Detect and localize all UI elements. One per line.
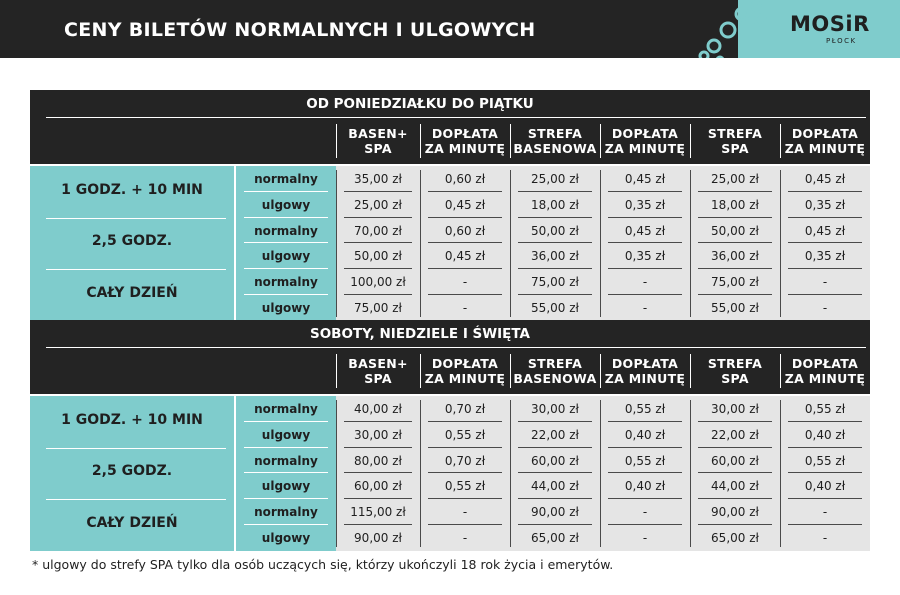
row-line [244, 498, 328, 499]
price-cell: - [462, 275, 468, 290]
row-line [788, 498, 862, 499]
column-header [510, 126, 600, 156]
price-cell: 55,00 zł [711, 301, 759, 315]
row-line [608, 472, 682, 473]
price-cell: 25,00 zł [354, 197, 402, 212]
row-line [518, 191, 592, 192]
column-line [690, 170, 691, 317]
column-header-line: DOPŁATA [791, 356, 859, 371]
price-cell: 0,45 zł [804, 223, 846, 238]
price-cell: - [822, 531, 828, 545]
duration-label: 2,5 GODZ. [91, 233, 173, 250]
row-line [244, 191, 328, 192]
price-cell: 36,00 zł [531, 249, 579, 264]
row-line [244, 217, 328, 218]
price-cell: 115,00 zł [350, 505, 406, 520]
price-cell: 44,00 zł [531, 479, 579, 494]
column-header-line: ZA MINUTĘ [424, 141, 506, 156]
ticket-type: normalny [254, 172, 318, 186]
price-cell: 55,00 zł [531, 301, 579, 315]
price-cell: - [462, 505, 468, 520]
row-line [698, 217, 772, 218]
column-header [690, 126, 780, 156]
column-header-line: BASENOWA [513, 371, 597, 386]
row-line [244, 472, 328, 473]
row-line [428, 472, 502, 473]
column-header-line: SPA [721, 371, 749, 386]
price-cell: 0,45 zł [624, 223, 666, 238]
ticket-type: ulgowy [261, 249, 311, 264]
row-line [344, 191, 412, 192]
row-line [244, 524, 328, 525]
price-cell: 75,00 zł [531, 275, 579, 290]
row-line [428, 268, 502, 269]
price-cell: 70,00 zł [354, 223, 402, 238]
column-line [600, 170, 601, 317]
row-line [428, 421, 502, 422]
row-line [788, 421, 862, 422]
row-line [428, 524, 502, 525]
column-header-line: DOPŁATA [611, 356, 679, 371]
price-cell: 75,00 zł [711, 275, 759, 290]
row-line [698, 421, 772, 422]
section-divider [46, 347, 866, 348]
row-line [788, 217, 862, 218]
price-cell: - [822, 505, 828, 520]
row-line [244, 242, 328, 243]
row-line [608, 498, 682, 499]
row-line [518, 217, 592, 218]
row-line [608, 524, 682, 525]
row-line [344, 217, 412, 218]
price-cell: 22,00 zł [711, 427, 759, 442]
row-line [428, 242, 502, 243]
column-header [780, 126, 870, 156]
price-cell: 35,00 zł [354, 172, 402, 186]
row-line [344, 498, 412, 499]
ticket-type-panel [236, 396, 336, 551]
price-cell: 50,00 zł [354, 249, 402, 264]
row-line [518, 498, 592, 499]
column-header-line: DOPŁATA [431, 126, 499, 141]
duration-label: CAŁY DZIEŃ [86, 515, 178, 531]
row-line [608, 421, 682, 422]
duration-label: CAŁY DZIEŃ [86, 285, 178, 301]
price-cell: - [462, 301, 468, 315]
ticket-type: normalny [254, 505, 318, 520]
price-cell: 36,00 zł [711, 249, 759, 264]
price-cell: 0,35 zł [804, 249, 846, 264]
price-cell: - [822, 301, 828, 315]
column-header-line: SPA [364, 141, 392, 156]
row-line [518, 447, 592, 448]
ticket-type: ulgowy [261, 427, 311, 442]
price-cell: - [642, 301, 648, 315]
duration-separator [46, 269, 226, 270]
row-line [244, 268, 328, 269]
price-cell: - [642, 531, 648, 545]
price-cell: 18,00 zł [531, 197, 579, 212]
footnote: * ulgowy do strefy SPA tylko dla osób uczących się, którzy ukończyli 18 rok życia i emerytów. [32, 557, 614, 572]
price-cell: - [642, 275, 648, 290]
row-line [788, 472, 862, 473]
row-line [608, 268, 682, 269]
row-line [698, 498, 772, 499]
panel-separator [234, 396, 235, 551]
column-header-line: ZA MINUTĘ [424, 371, 506, 386]
section-title: OD PONIEDZIAŁKU DO PIĄTKU [306, 96, 534, 112]
column-line [510, 400, 511, 547]
row-line [698, 524, 772, 525]
duration-label: 1 GODZ. + 10 MIN [61, 181, 203, 198]
price-cell: 0,40 zł [804, 427, 846, 442]
column-header-line: BASEN+ [348, 126, 408, 141]
price-cell: 0,55 zł [444, 479, 486, 494]
row-line [344, 268, 412, 269]
row-line [698, 191, 772, 192]
price-cell: 65,00 zł [531, 531, 579, 545]
price-cell: - [642, 505, 648, 520]
price-cell: 30,00 zł [531, 402, 579, 416]
price-cell: 100,00 zł [350, 275, 406, 290]
ticket-type-panel [236, 166, 336, 321]
price-cell: 30,00 zł [711, 402, 759, 416]
row-line [788, 524, 862, 525]
price-cell: 50,00 zł [531, 223, 579, 238]
price-cell: 0,70 zł [444, 402, 486, 416]
row-line [698, 294, 772, 295]
ticket-type: normalny [254, 275, 318, 290]
row-line [344, 472, 412, 473]
column-header-line: ZA MINUTĘ [784, 371, 866, 386]
column-header [780, 356, 870, 386]
row-line [788, 268, 862, 269]
price-cell: 0,35 zł [624, 249, 666, 264]
duration-separator [46, 499, 226, 500]
row-line [428, 447, 502, 448]
row-line [344, 242, 412, 243]
column-header-line: BASENOWA [513, 141, 597, 156]
price-cell: 60,00 zł [354, 479, 402, 494]
row-line [788, 191, 862, 192]
price-cell: 0,60 zł [444, 223, 486, 238]
column-header-line: DOPŁATA [611, 126, 679, 141]
column-header [420, 356, 510, 386]
column-header [510, 356, 600, 386]
row-line [428, 294, 502, 295]
column-header-line: BASEN+ [348, 356, 408, 371]
price-cell: 0,40 zł [624, 479, 666, 494]
price-cell: 90,00 zł [531, 505, 579, 520]
row-line [244, 294, 328, 295]
column-header-line: DOPŁATA [431, 356, 499, 371]
price-cell: 0,70 zł [444, 453, 486, 468]
ticket-type: ulgowy [261, 197, 311, 212]
row-line [244, 447, 328, 448]
price-cell: 0,55 zł [624, 402, 666, 416]
row-line [518, 472, 592, 473]
price-cell: 0,45 zł [804, 172, 846, 186]
row-line [344, 294, 412, 295]
price-cell: 90,00 zł [354, 531, 402, 545]
page-header [0, 0, 900, 58]
ticket-type: ulgowy [261, 531, 311, 545]
row-line [608, 242, 682, 243]
ticket-type: ulgowy [261, 479, 311, 494]
row-line [788, 294, 862, 295]
row-line [344, 524, 412, 525]
column-line [600, 400, 601, 547]
price-cell: 0,45 zł [444, 197, 486, 212]
price-cell: 75,00 zł [354, 301, 402, 315]
page-title: CENY BILETÓW NORMALNYCH I ULGOWYCH [64, 19, 536, 41]
column-header-line: STREFA [707, 126, 763, 141]
column-line [780, 170, 781, 317]
column-header-line: STREFA [707, 356, 763, 371]
section-divider [46, 117, 866, 118]
price-cell: - [462, 531, 468, 545]
column-line [420, 170, 421, 317]
column-header-line: ZA MINUTĘ [604, 141, 686, 156]
price-cell: 90,00 zł [711, 505, 759, 520]
column-line [510, 170, 511, 317]
price-cell: 44,00 zł [711, 479, 759, 494]
duration-label: 2,5 GODZ. [91, 463, 173, 480]
row-line [344, 421, 412, 422]
logo-city: PŁOCK [826, 37, 857, 45]
row-line [788, 242, 862, 243]
ticket-type: ulgowy [261, 301, 311, 315]
row-line [608, 447, 682, 448]
row-line [698, 472, 772, 473]
ticket-type: normalny [254, 402, 318, 416]
row-line [344, 447, 412, 448]
duration-separator [46, 218, 226, 219]
bubbles-icon [690, 0, 780, 58]
panel-separator [234, 166, 235, 321]
row-line [518, 421, 592, 422]
column-header [600, 356, 690, 386]
ticket-type: normalny [254, 223, 318, 238]
column-header [336, 126, 420, 156]
column-header-line: STREFA [527, 356, 583, 371]
column-header-line: ZA MINUTĘ [604, 371, 686, 386]
price-panel [336, 166, 870, 321]
column-header-line: ZA MINUTĘ [784, 141, 866, 156]
row-line [698, 447, 772, 448]
column-header-line: DOPŁATA [791, 126, 859, 141]
price-cell: 0,45 zł [444, 249, 486, 264]
column-header [690, 356, 780, 386]
price-cell: 0,35 zł [804, 197, 846, 212]
row-line [608, 217, 682, 218]
column-line [336, 400, 337, 547]
price-cell: 0,55 zł [624, 453, 666, 468]
column-header [420, 126, 510, 156]
duration-label: 1 GODZ. + 10 MIN [61, 411, 203, 428]
price-cell: 50,00 zł [711, 223, 759, 238]
column-header-line: SPA [721, 141, 749, 156]
mosir-logo: MOSiR [790, 12, 870, 36]
price-cell: 0,35 zł [624, 197, 666, 212]
row-line [428, 191, 502, 192]
row-line [428, 498, 502, 499]
row-line [518, 268, 592, 269]
row-line [244, 421, 328, 422]
duration-separator [46, 448, 226, 449]
column-line [420, 400, 421, 547]
row-line [518, 524, 592, 525]
price-cell: 30,00 zł [354, 427, 402, 442]
column-line [780, 400, 781, 547]
column-header-line: SPA [364, 371, 392, 386]
price-cell: 22,00 zł [531, 427, 579, 442]
row-line [608, 191, 682, 192]
column-header [336, 356, 420, 386]
row-line [608, 294, 682, 295]
row-line [698, 242, 772, 243]
price-cell: 25,00 zł [531, 172, 579, 186]
price-cell: 0,55 zł [444, 427, 486, 442]
price-cell: 40,00 zł [354, 402, 402, 416]
column-line [690, 400, 691, 547]
row-line [698, 268, 772, 269]
price-cell: 60,00 zł [711, 453, 759, 468]
price-cell: 65,00 zł [711, 531, 759, 545]
price-cell: 18,00 zł [711, 197, 759, 212]
price-panel [336, 396, 870, 551]
price-cell: 60,00 zł [531, 453, 579, 468]
price-cell: 80,00 zł [354, 453, 402, 468]
row-line [518, 294, 592, 295]
price-cell: 0,45 zł [624, 172, 666, 186]
row-line [518, 242, 592, 243]
price-cell: 0,40 zł [624, 427, 666, 442]
ticket-type: normalny [254, 453, 318, 468]
row-line [788, 447, 862, 448]
price-cell: - [822, 275, 828, 290]
price-cell: 0,55 zł [804, 402, 846, 416]
price-cell: 25,00 zł [711, 172, 759, 186]
column-header-line: STREFA [527, 126, 583, 141]
price-cell: 0,40 zł [804, 479, 846, 494]
column-line [336, 170, 337, 317]
column-header [600, 126, 690, 156]
row-line [428, 217, 502, 218]
price-cell: 0,55 zł [804, 453, 846, 468]
price-cell: 0,60 zł [444, 172, 486, 186]
section-title: SOBOTY, NIEDZIELE I ŚWIĘTA [309, 326, 531, 342]
